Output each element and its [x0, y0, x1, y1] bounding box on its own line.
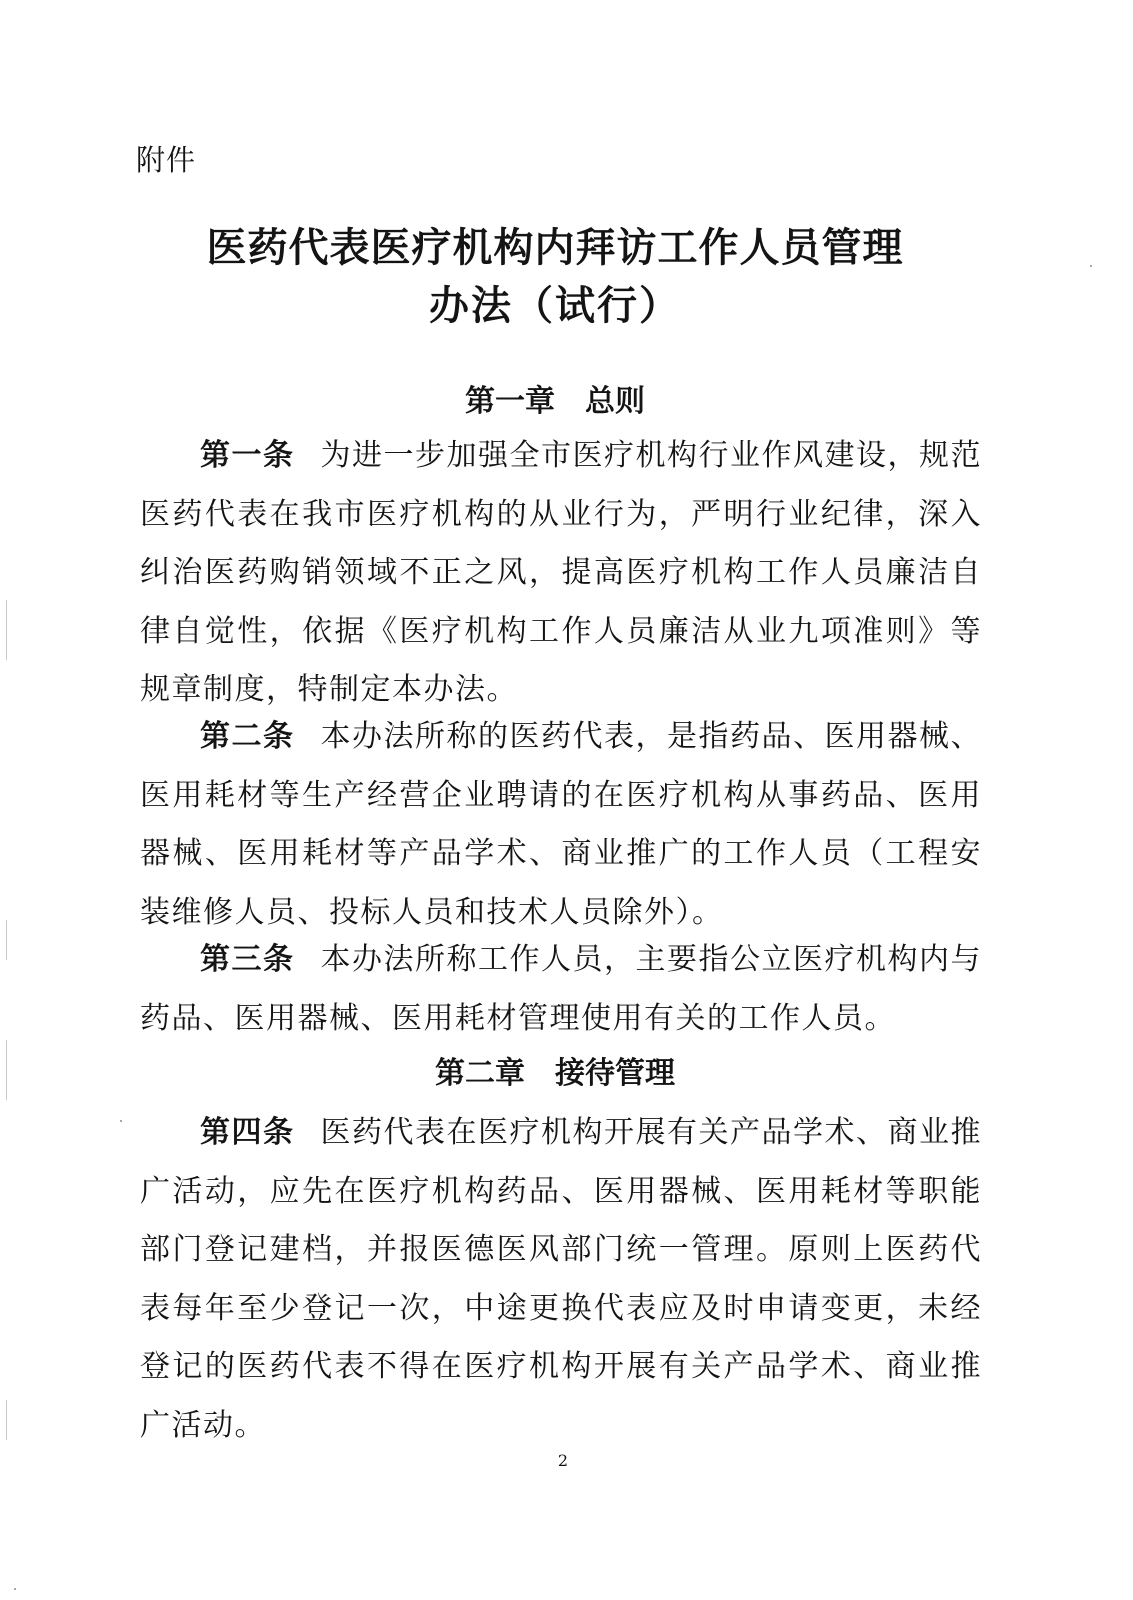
article-text: 本办法所称的医药代表，是指药品、医用器械、医用耗材等生产经营企业聘请的在医疗机构从事药品、医用器械、医用耗材等产品学术、商业推广的工作人员（工程安装维修人员、投标人员和技术人员除外）。: [140, 719, 982, 930]
scan-edge-mark: [6, 920, 7, 960]
chapter-heading-1: 第一章 总则: [465, 384, 645, 419]
article-text: 医药代表在医疗机构开展有关产品学术、商业推广活动，应先在医疗机构药品、医用器械、医用耗材等职能部门登记建档，并报医德医风部门统一管理。原则上医药代表每年至少登记一次，中途更换代表应及时申请变更，未经登记的医药代表不得在医疗机构开展有关产品学术、商业推广活动。: [140, 1115, 982, 1443]
document-title-line-2: 办法（试行）: [429, 282, 681, 329]
article-paragraph: [140, 931, 982, 1048]
attachment-label: 附件: [136, 143, 197, 177]
article-label: 第三条: [200, 942, 295, 977]
scan-edge-mark: [6, 1400, 7, 1440]
article-label: 第四条: [200, 1115, 295, 1150]
article-text: 本办法所称工作人员，主要指公立医疗机构内与药品、医用器械、医用耗材管理使用有关的工作人员。: [140, 942, 982, 1036]
article-paragraph: [140, 427, 982, 720]
document-title-line-1: 医药代表医疗机构内拜访工作人员管理: [206, 224, 904, 271]
article-label: 第一条: [200, 438, 295, 473]
chapter-heading-2: 第二章 接待管理: [435, 1056, 675, 1091]
scan-speck: [120, 1120, 122, 1122]
article-paragraph: [140, 708, 982, 942]
article-paragraph: [140, 1104, 982, 1455]
scan-speck: [14, 1588, 16, 1590]
page-number: 2: [557, 1451, 569, 1470]
scan-edge-mark: [6, 600, 7, 660]
article-text: 为进一步加强全市医疗机构行业作风建设，规范医药代表在我市医疗机构的从业行为，严明行业纪律，深入纠治医药购销领域不正之风，提高医疗机构工作人员廉洁自律自觉性，依据《医疗机构工作人员廉洁从业九项准则》等规章制度，特制定本办法。: [140, 438, 982, 707]
article-label: 第二条: [200, 719, 295, 754]
